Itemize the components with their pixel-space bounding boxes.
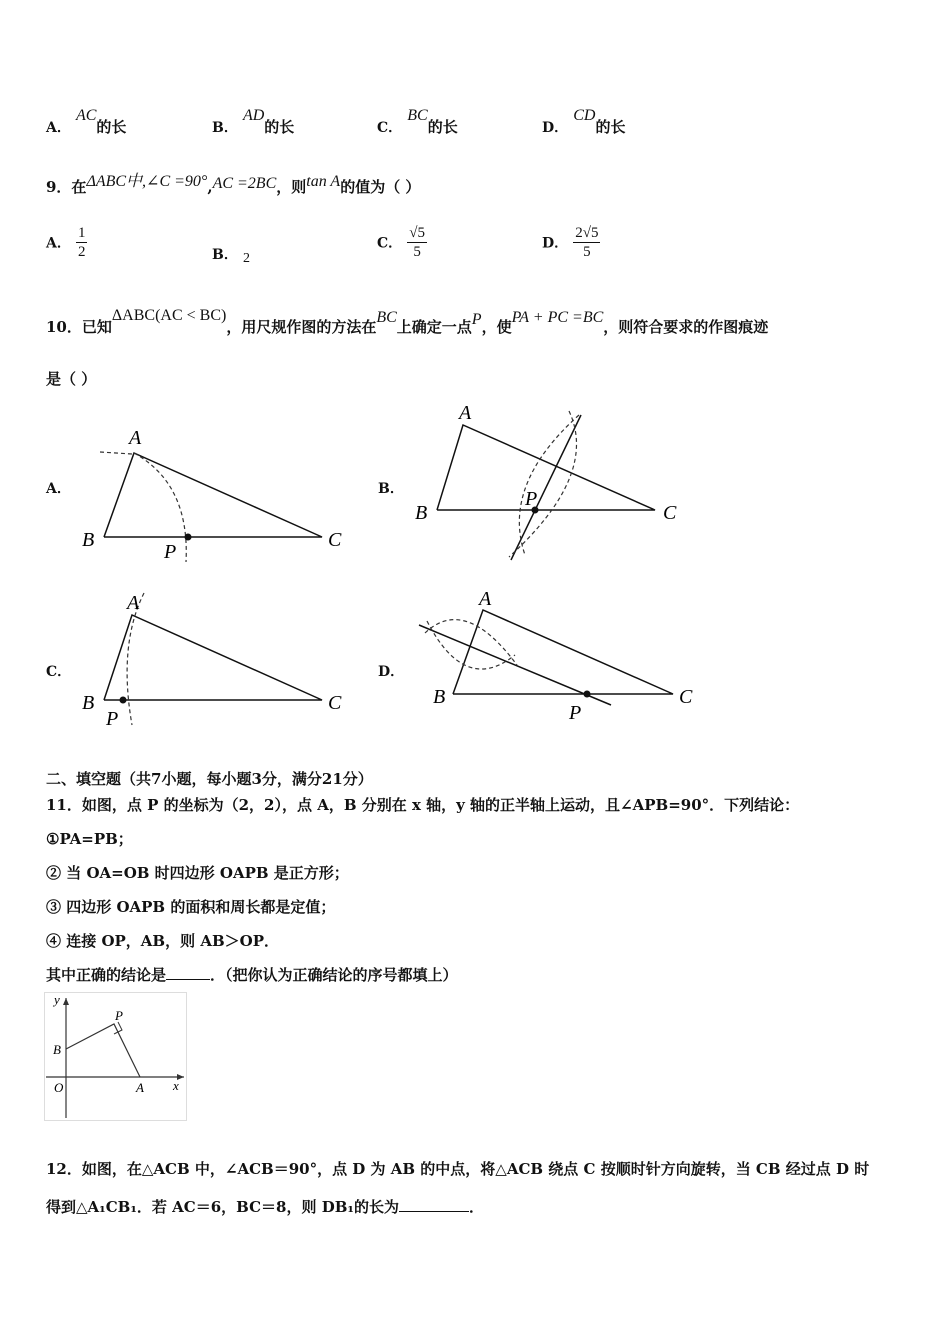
q10-seg: BC — [376, 309, 397, 326]
q11-figure — [44, 992, 188, 1122]
q9-options — [46, 220, 906, 270]
triangle-abc — [437, 425, 655, 510]
triangle-abc — [104, 453, 322, 537]
point-p — [120, 697, 127, 704]
q9-cond2: AC =2BC — [212, 175, 277, 192]
label-a: A — [136, 1080, 144, 1095]
q8-option-d — [542, 107, 626, 137]
option-suffix: 的长 — [427, 118, 458, 136]
perpendicular-bisector — [511, 415, 581, 560]
option-label: D． — [542, 235, 569, 252]
option-label: C． — [377, 235, 403, 252]
q11-item-3: ③ 四边形 OAPB 的面积和周长都是定值； — [46, 898, 336, 916]
q9-number: 9．在 — [46, 178, 87, 196]
label-y: y — [54, 992, 60, 1007]
fraction-denominator: 2 — [77, 244, 86, 260]
fraction-denominator: 5 — [413, 244, 421, 260]
q10-stem-line2: 是（ ） — [46, 370, 97, 388]
label-p: P — [164, 541, 177, 563]
q9-option-b — [212, 244, 250, 264]
option-label: C． — [377, 120, 403, 136]
q10-figure-b — [405, 395, 700, 570]
q8-option-a — [46, 107, 127, 137]
answer-blank[interactable] — [166, 979, 210, 980]
fraction-numerator: √5 — [409, 225, 425, 241]
q10-text-1: ，用尺规作图的方法在 — [226, 318, 377, 336]
q12-stem-line1: 12．如图，在△ACB 中，∠ACB＝90°，点 D 为 AB 的中点，将△ACB 绕点 C 按顺时针方向旋转，当 CB 经过点 D 时 — [46, 1160, 870, 1178]
compass-arc-1 — [509, 411, 577, 557]
q8-options — [46, 102, 906, 138]
q10-point: P — [471, 311, 482, 328]
option-label: B． — [212, 120, 238, 136]
q9-option-d — [542, 224, 600, 261]
q10-cond: ΔABC(AC < BC) — [111, 307, 227, 324]
q11-item-1: ①PA=PB； — [46, 830, 133, 848]
label-c: C — [663, 502, 677, 524]
q10-text-2: 上确定一点 — [396, 318, 472, 336]
label-c: C — [679, 686, 693, 708]
label-p: P — [115, 1008, 123, 1023]
q9-mid: ，则 — [276, 178, 307, 196]
segments-bp-pa — [66, 1024, 140, 1077]
option-math: CD — [573, 107, 596, 124]
q9-cond1: ΔABC中,∠C =90° — [86, 173, 208, 190]
q8-option-c — [377, 107, 458, 137]
q9-stem — [46, 174, 420, 197]
option-label: A． — [46, 235, 71, 252]
q11-stem: 11．如图，点 P 的坐标为（2，2），点 A，B 分别在 x 轴，y 轴的正半轴上运动，且∠APB=90°．下列结论： — [46, 796, 800, 814]
q10-text-4: ，则符合要求的作图痕迹 — [603, 318, 769, 336]
q11-item-4: ④ 连接 OP，AB，则 AB＞OP． — [46, 932, 279, 950]
fraction — [76, 224, 88, 261]
q10-stem — [46, 307, 769, 337]
label-a: A — [129, 427, 142, 449]
label-b: B — [433, 686, 446, 708]
q10-figure-c — [70, 585, 370, 735]
option-math: AC — [75, 107, 97, 124]
option-label: B． — [212, 247, 238, 263]
option-suffix: 的长 — [96, 118, 127, 136]
q10-text-3: ，使 — [481, 318, 512, 336]
y-axis-arrow — [63, 998, 69, 1005]
label-b: B — [82, 529, 95, 551]
fraction — [573, 224, 600, 261]
triangle-abc — [453, 610, 673, 694]
compass-arc — [134, 453, 186, 562]
fraction — [407, 224, 427, 261]
point-p — [584, 691, 591, 698]
label-x: x — [173, 1078, 179, 1093]
point-p — [185, 534, 192, 541]
label-p: P — [106, 708, 119, 730]
option-value: 2 — [242, 251, 250, 266]
answer-blank[interactable] — [399, 1211, 469, 1212]
q11-question — [46, 964, 458, 985]
label-b: B — [53, 1042, 61, 1057]
q9-option-a — [46, 224, 87, 261]
q11-question-text: 其中正确的结论是 — [46, 966, 167, 984]
q11-item-2: ② 当 OA=OB 时四边形 OAPB 是正方形； — [46, 864, 349, 882]
q11-question-note: ．（把你认为正确结论的序号都填上） — [210, 966, 458, 984]
fraction-numerator: 1 — [77, 225, 86, 241]
triangle-abc — [104, 615, 322, 700]
q10-option-b-label: B． — [378, 481, 404, 497]
label-a: A — [479, 588, 492, 610]
q9-expr: tan A — [306, 173, 341, 190]
label-o: O — [54, 1080, 64, 1095]
q9-option-c — [377, 224, 427, 261]
label-a: A — [127, 592, 140, 614]
option-math: BC — [407, 107, 428, 124]
q8-option-b — [212, 107, 295, 137]
q10-figure-a — [70, 420, 370, 570]
q9-sep: , — [207, 178, 213, 196]
section-title: 二、填空题（共7小题，每小题3分，满分21分） — [46, 770, 373, 788]
right-angle-mark — [114, 1022, 122, 1034]
q10-option-d-label: D． — [378, 664, 405, 680]
label-b: B — [82, 692, 95, 714]
q10-eq: PA + PC =BC — [511, 309, 604, 326]
perpendicular-bisector — [419, 625, 611, 705]
label-a: A — [459, 402, 472, 424]
q9-tail: 的值为（ ） — [340, 178, 421, 196]
q12-end: ． — [468, 1198, 484, 1216]
arc-mark — [100, 452, 132, 454]
option-suffix: 的长 — [264, 118, 295, 136]
label-c: C — [328, 692, 342, 714]
option-suffix: 的长 — [595, 118, 626, 136]
option-label: D． — [542, 120, 569, 136]
q12-stem-line2 — [46, 1196, 484, 1217]
label-p: P — [569, 702, 582, 724]
q10-option-a-label: A． — [46, 481, 71, 497]
q10-option-c-label: C． — [46, 664, 72, 680]
option-label: A． — [46, 120, 71, 136]
label-c: C — [328, 529, 342, 551]
option-math: AD — [242, 107, 265, 124]
fraction-numerator: 2√5 — [575, 225, 599, 241]
label-b: B — [415, 502, 428, 524]
fraction-denominator: 5 — [583, 244, 591, 260]
q10-figure-d — [405, 585, 700, 735]
q10-number: 10．已知 — [46, 318, 112, 336]
q12-text: 得到△A₁CB₁．若 AC＝6，BC＝8，则 DB₁的长为 — [46, 1198, 399, 1216]
label-p: P — [525, 488, 538, 510]
